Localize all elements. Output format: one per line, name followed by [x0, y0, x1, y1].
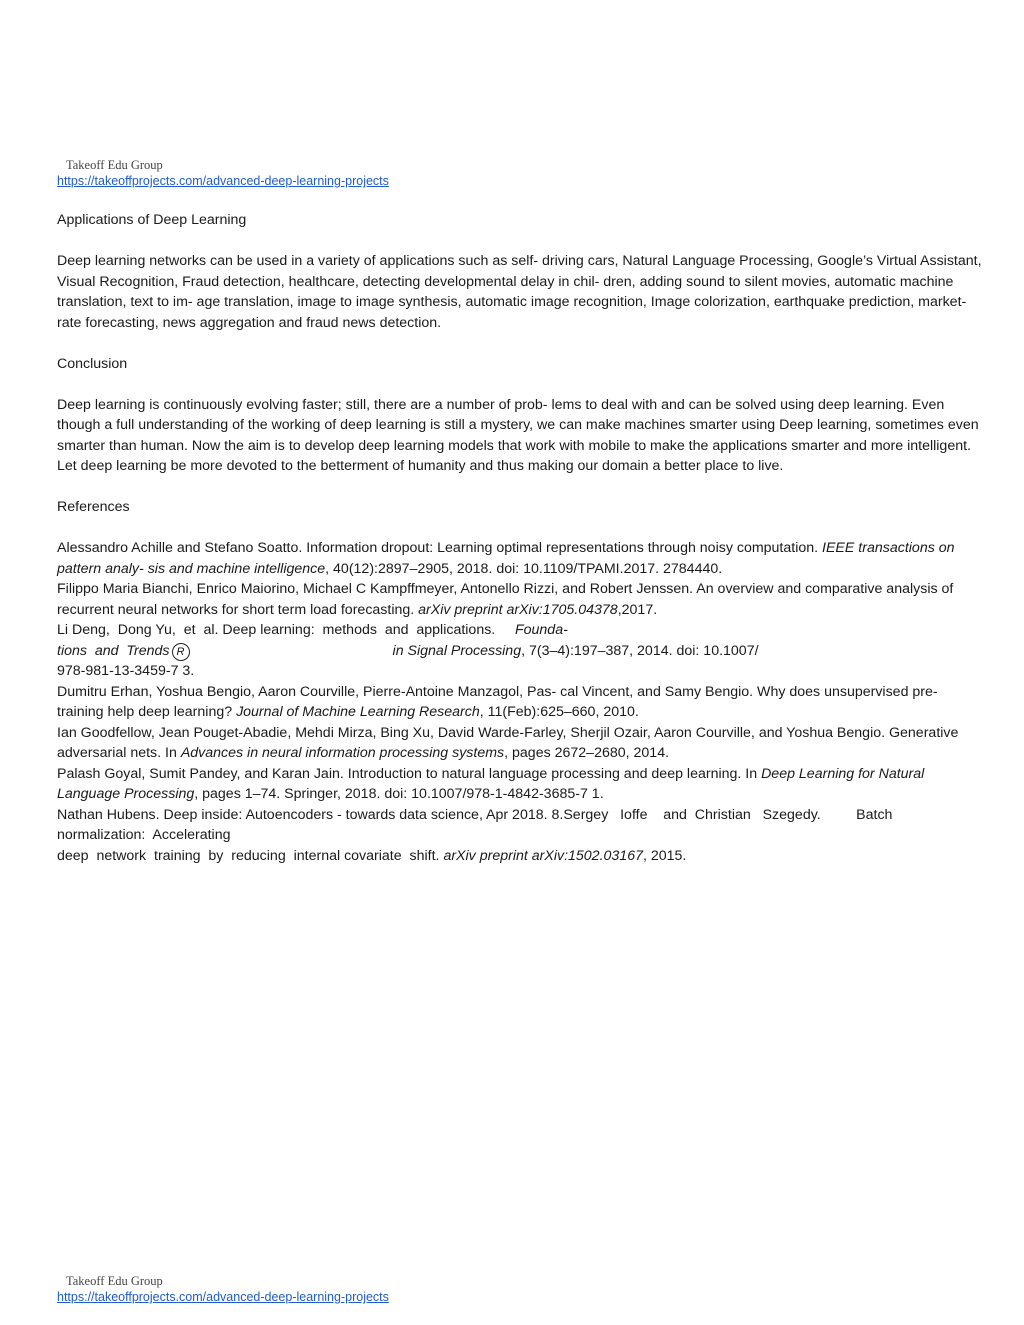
document-body: [57, 210, 982, 866]
page-header: [57, 158, 389, 189]
registered-mark-icon: R: [172, 643, 190, 661]
reference-item: Dumitru Erhan, Yoshua Bengio, Aaron Courville, Pierre-Antoine Manzagol, Pas- cal Vincent, and Samy Bengio. Why does unsupervised pre-training help deep learning? Journal of Machine Learning Research, 11(Feb):625–660, 2010.: [57, 683, 938, 720]
reference-item: Filippo Maria Bianchi, Enrico Maiorino, Michael C Kampffmeyer, Antonello Rizzi, and Robert Jenssen. An overview and comparative analysis of recurrent neural networks for short term load forecasting. arXiv preprint arXiv:1705.04378,2017.: [57, 581, 954, 618]
reference-item: Palash Goyal, Sumit Pandey, and Karan Jain. Introduction to natural language processing and deep learning. In Deep Learning for Natural Language Processing, pages 1–74. Springer, 2018. doi: 10.1007/978-1-4842-3685-7 1.: [57, 765, 925, 802]
reference-item: Nathan Hubens. Deep inside: Autoencoders - towards data science, Apr 2018. 8.Sergey Ioffe and Christian Szegedy. Batch normalization: Accelerating deep network training by reducing internal covariate shift. arXiv preprint arXiv:1502.03167, 2015.: [57, 806, 893, 864]
applications-heading: Applications of Deep Learning: [57, 212, 247, 228]
footer-url-link[interactable]: https://takeoffprojects.com/advanced-deep-learning-projects: [57, 1290, 389, 1304]
footer-org-name: Takeoff Edu Group: [66, 1274, 163, 1288]
reference-item: Alessandro Achille and Stefano Soatto. Information dropout: Learning optimal representations through noisy computation. IEEE transactions on pattern analy- sis and machine intelligence, 40(12):2897–2905, 2018. doi: 10.1109/TPAMI.2017. 2784440.: [57, 540, 955, 577]
header-org-name: Takeoff Edu Group: [66, 158, 163, 172]
reference-item: Ian Goodfellow, Jean Pouget-Abadie, Mehdi Mirza, Bing Xu, David Warde-Farley, Sherjil Ozair, Aaron Courville, and Yoshua Bengio. Generative adversarial nets. In Advances in neural information processing systems, pages 2672–2680, 2014.: [57, 724, 959, 761]
header-url-link[interactable]: https://takeoffprojects.com/advanced-deep-learning-projects: [57, 174, 389, 188]
references-heading: References: [57, 499, 130, 515]
page-footer: [57, 1274, 389, 1305]
reference-item: Li Deng, Dong Yu, et al. Deep learning: methods and applications. Founda- tions and Trends R in Signal Processing, 7(3–4):197–387, 2014. doi: 10.1007/ 978-981-13-3459-7 3.: [57, 622, 759, 679]
references-list: [57, 538, 982, 866]
applications-paragraph: Deep learning networks can be used in a variety of applications such as self- driving cars, Natural Language Processing, Google’s Virtual Assistant, Visual Recognition, Fraud detection, healthcare, detecting developmental delay in chil- dren, adding sound to silent movies, automatic machine translation, text to im- age translation, image to image synthesis, automatic image recognition, Image colorization, earthquake prediction, market-rate forecasting, news aggregation and fraud news detection.: [57, 253, 982, 331]
conclusion-paragraph: Deep learning is continuously evolving faster; still, there are a number of prob- lems to deal with and can be solved using deep learning. Even though a full understanding of the working of deep learning is still a mystery, we can make machines smarter using Deep learning, sometimes even smarter than human. Now the aim is to develop deep learning models that work with mobile to make the applications smarter and more intelligent. Let deep learning be more devoted to the betterment of humanity and thus making our domain a better place to live.: [57, 396, 979, 474]
conclusion-heading: Conclusion: [57, 355, 128, 372]
